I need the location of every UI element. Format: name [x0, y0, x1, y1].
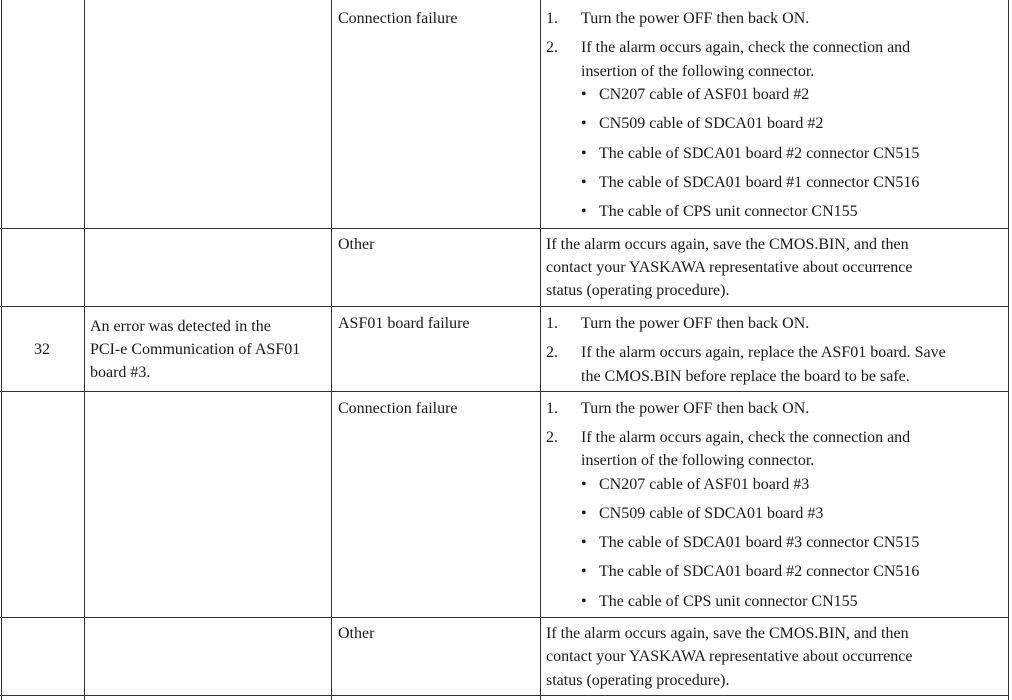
connector-item: • The cable of CPS unit connector CN155 — [599, 200, 858, 223]
connector-item: • The cable of SDCA01 board #2 connector CN515 — [599, 142, 919, 165]
connector-item: • The cable of CPS unit connector CN155 — [599, 590, 858, 613]
connector-item: • The cable of SDCA01 board #2 connector CN516 — [599, 560, 919, 583]
row-divider — [0, 695, 1009, 696]
remedy-step-line: If the alarm occurs again, check the connection and — [581, 429, 911, 446]
alarm-number: 32 — [34, 341, 50, 358]
cause-cell: Other — [338, 625, 375, 642]
bullet-icon: • — [581, 563, 587, 580]
bullet-icon: • — [581, 505, 587, 522]
remedy-step-line: insertion of the following connector. — [581, 63, 815, 80]
remedy-step: Turn the power OFF then back ON. — [581, 400, 810, 417]
row-divider — [0, 617, 1009, 618]
bullet-icon: • — [581, 476, 587, 493]
table-border-left — [1, 0, 2, 700]
alarm-description-line: An error was detected in the — [90, 318, 271, 335]
cause-cell: Connection failure — [338, 10, 458, 27]
remedy-step: Turn the power OFF then back ON. — [581, 315, 810, 332]
connector-item: • CN207 cable of ASF01 board #3 — [599, 473, 809, 496]
remedy-step-line: If the alarm occurs again, check the connection and — [581, 39, 911, 56]
remedy-line: status (operating procedure). — [546, 672, 730, 689]
table-border-right — [1008, 0, 1009, 700]
bullet-icon: • — [581, 593, 587, 610]
column-divider — [540, 0, 541, 700]
bullet-icon: • — [581, 174, 587, 191]
step-number: 2. — [546, 344, 558, 361]
cause-cell: Connection failure — [338, 400, 458, 417]
connector-item: • CN509 cable of SDCA01 board #3 — [599, 502, 823, 525]
column-divider — [84, 0, 85, 700]
remedy-step: Turn the power OFF then back ON. — [581, 10, 810, 27]
row-divider — [0, 391, 1009, 392]
bullet-icon: • — [581, 145, 587, 162]
alarm-description-line: board #3. — [90, 364, 151, 381]
bullet-icon: • — [581, 534, 587, 551]
remedy-step-line: If the alarm occurs again, replace the ASF01 board. Save — [581, 344, 946, 361]
bullet-icon: • — [581, 115, 587, 132]
column-divider — [331, 0, 332, 700]
alarm-description-line: PCI-e Communication of ASF01 — [90, 341, 301, 358]
step-number: 1. — [546, 315, 558, 332]
row-divider — [0, 228, 1009, 229]
connector-item: • CN207 cable of ASF01 board #2 — [599, 83, 809, 106]
cause-cell: Other — [338, 236, 375, 253]
remedy-line: contact your YASKAWA representative about occurrence — [546, 648, 913, 665]
connector-item: • The cable of SDCA01 board #3 connector CN515 — [599, 531, 919, 554]
remedy-line: contact your YASKAWA representative about occurrence — [546, 259, 913, 276]
bullet-icon: • — [581, 86, 587, 103]
step-number: 1. — [546, 400, 558, 417]
remedy-line: If the alarm occurs again, save the CMOS.BIN, and then — [546, 625, 909, 642]
connector-item: • CN509 cable of SDCA01 board #2 — [599, 112, 823, 135]
step-number: 1. — [546, 10, 558, 27]
step-number: 2. — [546, 429, 558, 446]
remedy-line: If the alarm occurs again, save the CMOS.BIN, and then — [546, 236, 909, 253]
remedy-line: status (operating procedure). — [546, 282, 730, 299]
connector-item: • The cable of SDCA01 board #1 connector CN516 — [599, 171, 919, 194]
step-number: 2. — [546, 39, 558, 56]
remedy-step-line: the CMOS.BIN before replace the board to be safe. — [581, 368, 910, 385]
bullet-icon: • — [581, 203, 587, 220]
row-divider — [0, 306, 1009, 307]
cause-cell: ASF01 board failure — [338, 315, 470, 332]
remedy-step-line: insertion of the following connector. — [581, 452, 815, 469]
